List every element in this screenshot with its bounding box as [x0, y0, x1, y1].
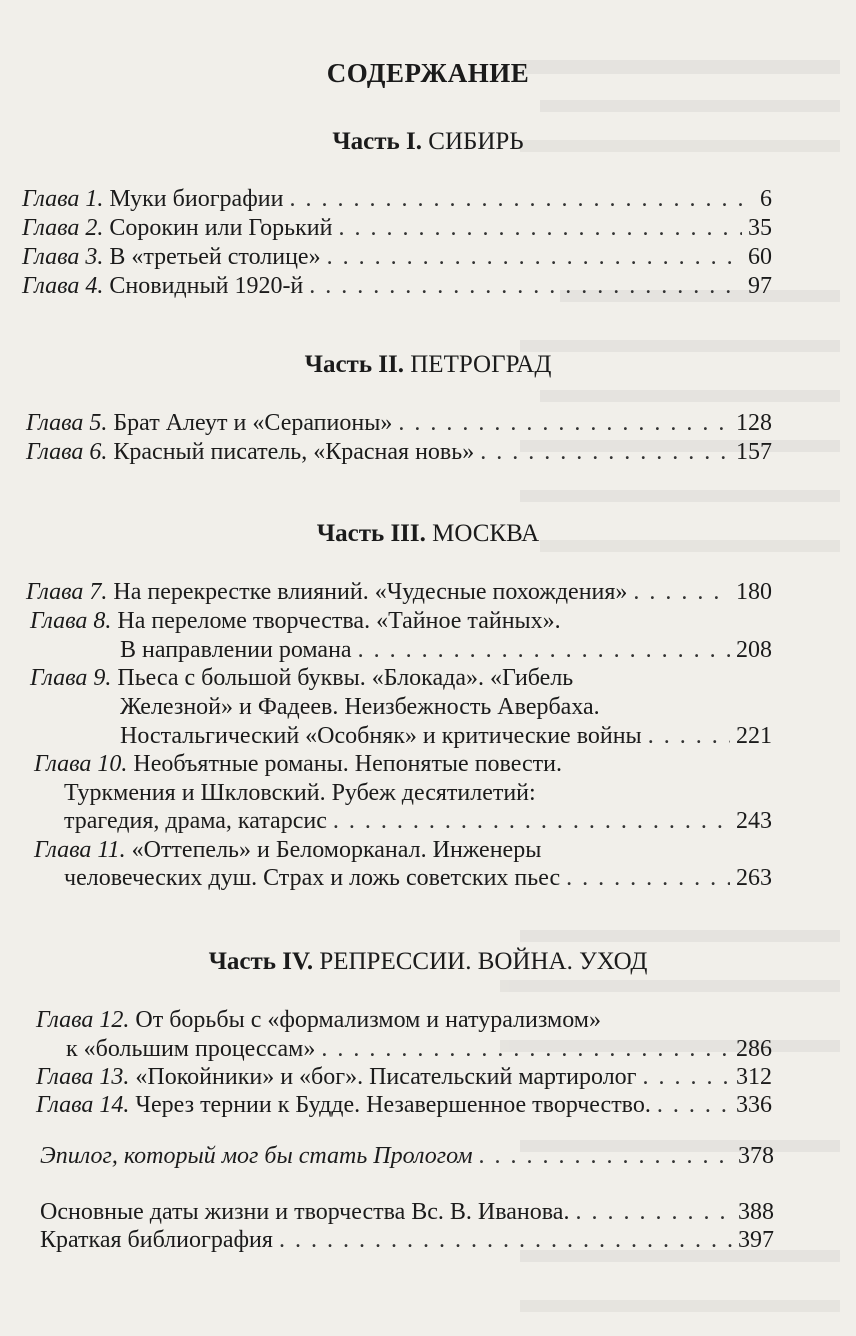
chapter-title: Брат Алеут и «Серапионы» — [113, 410, 393, 436]
part-number: Часть IV. — [208, 948, 314, 975]
dot-leader — [633, 577, 730, 607]
chapter-label: Глава 9. — [30, 665, 112, 691]
page-number: 286 — [736, 1036, 772, 1062]
chapter-title: Красный писатель, «Красная новь» — [113, 439, 475, 465]
chapter-label: Глава 13. — [36, 1064, 130, 1090]
part-number: Часть III. — [316, 520, 426, 547]
appendix-title: Основные даты жизни и творчества Вс. В. Иванова. — [40, 1199, 570, 1225]
chapter-title: На перекрестке влияний. «Чудесные похождения» — [113, 579, 628, 605]
chapter-label: Глава 14. — [36, 1092, 130, 1118]
toc-entry[interactable] — [120, 635, 772, 665]
toc-entry[interactable] — [66, 1034, 772, 1064]
chapter-title: «Покойники» и «бог». Писательский мартиролог — [135, 1064, 637, 1090]
toc-entry[interactable] — [36, 1062, 772, 1092]
toc-entry-line[interactable] — [30, 663, 573, 693]
dot-leader — [279, 1225, 732, 1255]
page-number: 97 — [748, 273, 772, 299]
chapter-label: Глава 2. — [22, 215, 104, 241]
page-number: 221 — [736, 723, 772, 749]
chapter-label: Глава 8. — [30, 608, 112, 634]
dot-leader — [479, 1141, 732, 1171]
toc-entry[interactable] — [26, 577, 772, 607]
toc-entry[interactable] — [26, 408, 772, 438]
chapter-title: Пьеса с большой буквы. «Блокада». «Гибель — [117, 665, 574, 691]
toc-entry[interactable] — [22, 213, 772, 243]
chapter-label: Глава 5. — [26, 410, 108, 436]
dot-leader — [321, 1034, 730, 1064]
page-number: 243 — [736, 808, 772, 834]
part-name: СИБИРЬ — [428, 128, 524, 155]
toc-entry[interactable] — [22, 271, 772, 301]
toc-entry-line[interactable] — [36, 1005, 601, 1035]
chapter-label: Глава 10. — [34, 751, 128, 777]
toc-entry-line[interactable] — [30, 606, 561, 636]
chapter-label: Глава 4. — [22, 273, 104, 299]
dot-leader — [333, 806, 730, 836]
chapter-title: Ностальгический «Особняк» и критические войны — [120, 723, 642, 749]
page-number: 157 — [736, 439, 772, 465]
dot-leader — [358, 635, 730, 665]
chapter-title: От борьбы с «формализмом и натурализмом» — [135, 1007, 601, 1033]
chapter-title: трагедия, драма, катарсис — [64, 808, 327, 834]
toc-entry[interactable] — [120, 721, 772, 751]
part-name: РЕПРЕССИИ. ВОЙНА. УХОД — [319, 948, 648, 975]
page-title: СОДЕРЖАНИЕ — [326, 58, 530, 88]
chapter-title: «Оттепель» и Беломорканал. Инженеры — [131, 837, 542, 863]
part-number: Часть I. — [332, 128, 423, 155]
appendix-title: Краткая библиография — [40, 1227, 273, 1253]
toc-entry[interactable] — [64, 806, 772, 836]
chapter-title: Через тернии к Будде. Незавершенное творчество. — [135, 1092, 651, 1118]
page-number: 388 — [738, 1199, 774, 1225]
part-heading-1 — [0, 128, 856, 156]
chapter-title: Муки биографии — [109, 186, 284, 212]
part-heading-2 — [0, 351, 856, 379]
chapter-title: Необъятные романы. Непонятые повести. — [133, 751, 562, 777]
chapter-label: Глава 6. — [26, 439, 108, 465]
page-number: 180 — [736, 579, 772, 605]
toc-entry[interactable] — [22, 242, 772, 272]
toc-entry[interactable] — [64, 863, 772, 893]
chapter-title: На переломе творчества. «Тайное тайных». — [117, 608, 561, 634]
chapter-label: Глава 7. — [26, 579, 108, 605]
toc-entry-line[interactable] — [34, 749, 562, 779]
toc-entry-epilogue[interactable] — [40, 1141, 774, 1171]
page-number: 263 — [736, 865, 772, 891]
chapter-title: Железной» и Фадеев. Неизбежность Авербаха. — [120, 694, 600, 720]
chapter-label: Глава 1. — [22, 186, 104, 212]
toc-entry[interactable] — [26, 437, 772, 467]
dot-leader — [648, 721, 730, 751]
page-number: 312 — [736, 1064, 772, 1090]
page-number: 378 — [738, 1143, 774, 1169]
chapter-title: человеческих душ. Страх и ложь советских пьес — [64, 865, 561, 891]
dot-leader — [338, 213, 742, 243]
part-heading-4 — [0, 948, 856, 976]
dot-leader — [575, 1197, 732, 1227]
toc-entry-line — [64, 778, 536, 808]
dot-leader — [309, 271, 742, 301]
toc-entry[interactable] — [36, 1090, 772, 1120]
page-number: 6 — [760, 186, 772, 212]
dot-leader — [643, 1062, 730, 1092]
page-number: 208 — [736, 637, 772, 663]
page-number: 397 — [738, 1227, 774, 1253]
toc-entry-line[interactable] — [34, 835, 541, 865]
chapter-label: Глава 11. — [34, 837, 126, 863]
chapter-label: Глава 3. — [22, 244, 104, 270]
dot-leader — [398, 408, 730, 438]
chapter-title: к «большим процессам» — [66, 1036, 316, 1062]
dot-leader — [480, 437, 730, 467]
toc-entry[interactable] — [22, 184, 772, 214]
dot-leader — [566, 863, 730, 893]
toc-entry-appendix[interactable] — [40, 1197, 774, 1227]
chapter-title: Сновидный 1920-й — [109, 273, 304, 299]
part-heading-3 — [0, 520, 856, 548]
toc-entry-line — [120, 692, 600, 722]
chapter-label: Глава 12. — [36, 1007, 130, 1033]
dot-leader — [289, 184, 754, 214]
page-number: 128 — [736, 410, 772, 436]
page-number: 336 — [736, 1092, 772, 1118]
chapter-title: В направлении романа — [120, 637, 352, 663]
dot-leader — [657, 1090, 730, 1120]
part-number: Часть II. — [304, 351, 404, 378]
part-name: МОСКВА — [432, 520, 540, 547]
page-number: 35 — [748, 215, 772, 241]
dot-leader — [327, 242, 742, 272]
toc-entry-appendix[interactable] — [40, 1225, 774, 1255]
chapter-title: Сорокин или Горький — [109, 215, 333, 241]
epilogue-title: Эпилог, который мог бы стать Прологом — [40, 1143, 473, 1169]
page-number: 60 — [748, 244, 772, 270]
chapter-title: В «третьей столице» — [109, 244, 321, 270]
part-name: ПЕТРОГРАД — [410, 351, 552, 378]
chapter-title: Туркмения и Шкловский. Рубеж десятилетий: — [64, 780, 536, 806]
